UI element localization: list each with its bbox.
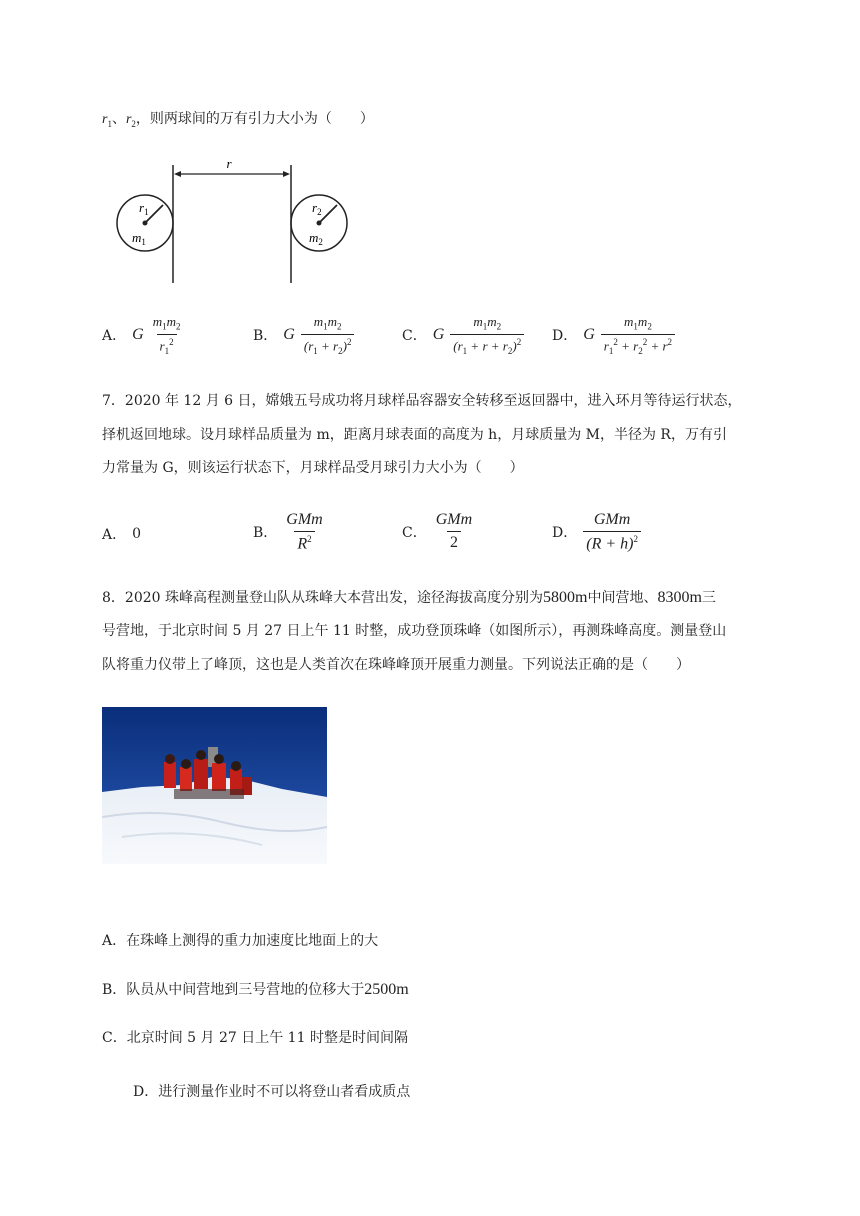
q8-option-a[interactable]: A．在珠峰上测得的重力加速度比地面上的大 — [102, 933, 379, 949]
q8-option-c[interactable]: C．北京时间 5 月 27 日上午 11 时整是时间间隔 — [102, 1030, 408, 1046]
formula-d: $\frac{m_1m_2}{r_1^2 + r_2^2 + r^2}$ — [601, 314, 675, 356]
formula-b: $\frac{\text{GMm}}{R^2}$ — [286, 511, 323, 553]
formula-c: $\frac{m_1m_2}{(r_1 + r + r_2)^2}$ — [450, 314, 524, 356]
distance-label: r — [226, 156, 232, 171]
q8-line-1: 8．2020 珠峰高程测量登山队从珠峰大本营出发，途径海拔高度分别为5800m中间营地、8300m三 — [102, 589, 716, 606]
mass2-label: $m_2$ — [309, 230, 323, 247]
q6-option-c[interactable]: C． G $\frac{m_1m_2}{(r_1 + r + r_2)^2}$ — [402, 314, 524, 356]
q7-option-d[interactable]: D． $\frac{\text{GMm}}{(R + h)^2}$ — [552, 511, 641, 553]
q8-line-3: 队将重力仪带上了峰顶，这也是人类首次在珠峰峰顶开展重力测量。下列说法正确的是（ ） — [102, 657, 690, 673]
mass1-label: $m_1$ — [132, 230, 146, 247]
q7-option-c[interactable]: C． $\frac{\text{GMm}}{2}$ — [402, 511, 475, 552]
radius2-label: $r_2$ — [312, 200, 322, 217]
two-spheres-figure — [108, 155, 368, 285]
r1-symbol: $r_1$ — [102, 112, 112, 129]
r2-symbol: $r_2$ — [125, 112, 136, 129]
q6-option-d[interactable]: D． G $\frac{m_1m_2}{r_1^2 + r_2^2 + r^2}$ — [552, 314, 675, 356]
q8-option-b[interactable]: B．队员从中间营地到三号营地的位移大于2500m — [102, 981, 409, 998]
summit-photo — [102, 707, 327, 864]
radius1-label: $r_1$ — [139, 200, 149, 217]
formula-c: $\frac{\text{GMm}}{2}$ — [435, 511, 473, 551]
q7-line-1: 7．2020 年 12 月 6 日，嫦娥五号成功将月球样品容器安全转移至返回器中，进入环月等待运行状态， — [102, 393, 742, 409]
q7-line-2: 择机返回地球。设月球样品质量为 m，距离月球表面的高度为 h，月球质量为 M，半径为 R，万有引 — [102, 427, 727, 443]
formula-a: $\frac{m_1m_2}{r_1^2}$ — [152, 314, 181, 356]
q7-line-3: 力常量为 G，则该运行状态下，月球样品受月球引力大小为（ ） — [102, 460, 524, 476]
q7-option-a[interactable]: A． 0 — [102, 526, 142, 543]
q7-option-b[interactable]: B． $\frac{\text{GMm}}{R^2}$ — [253, 511, 326, 553]
formula-b: $\frac{m_1m_2}{(r_1 + r_2)^2}$ — [301, 314, 355, 356]
q8-option-d[interactable]: D．进行测量作业时不可以将登山者看成质点 — [133, 1084, 411, 1100]
q8-line-2: 号营地，于北京时间 5 月 27 日上午 11 时整，成功登顶珠峰（如图所示），再测珠峰高度。测量登山 — [102, 623, 727, 639]
q6-option-b[interactable]: B． G $\frac{m_1m_2}{(r_1 + r_2)^2}$ — [253, 314, 354, 356]
q6-option-a[interactable]: A． G $\frac{m_1m_2}{r_1^2}$ — [102, 314, 183, 356]
q6-stem: $r_1$、$r_2$，则两球间的万有引力大小为（ ） — [102, 111, 374, 129]
formula-d: $\frac{\text{GMm}}{(R + h)^2}$ — [583, 511, 641, 553]
